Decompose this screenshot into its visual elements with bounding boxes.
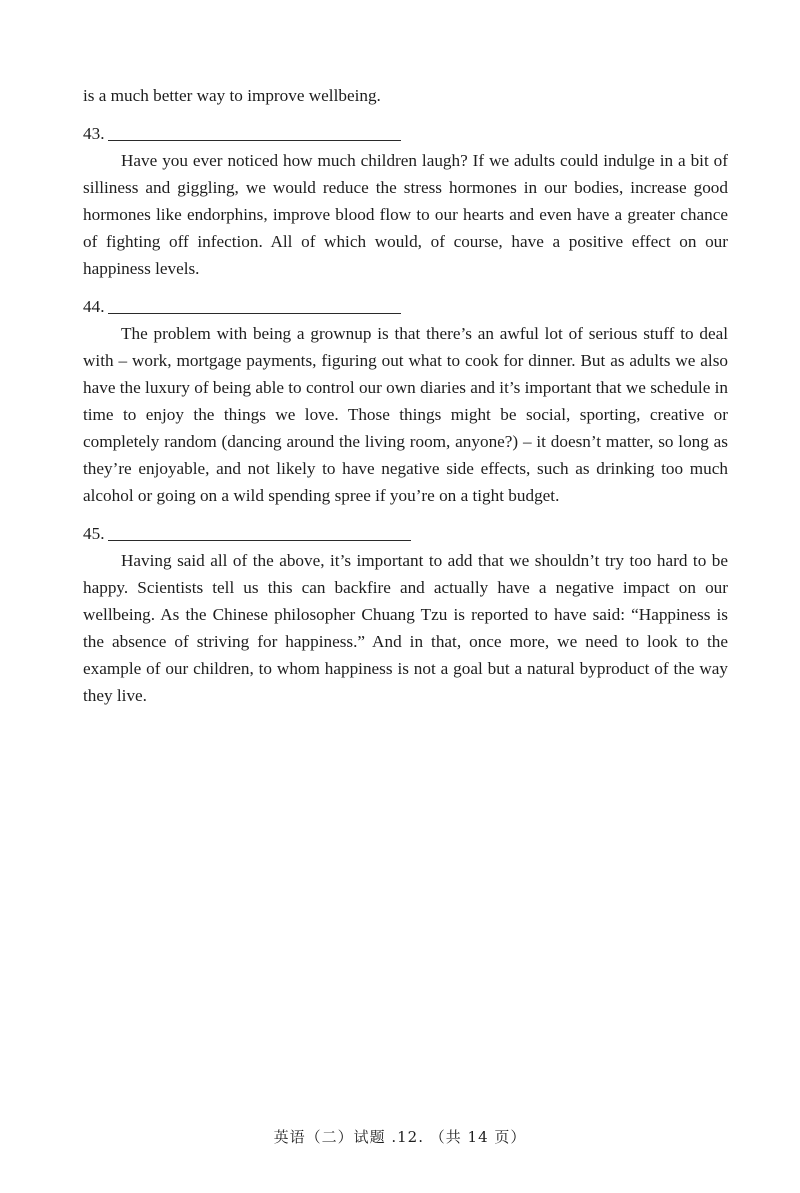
question-45-number: 45. bbox=[83, 524, 105, 543]
question-45-paragraph: Having said all of the above, it’s important to add that we shouldn’t try too hard to be happy. Scientists tell us this can backfire and actually have a negative impact on our wellbeing. As the Chinese philosopher Chuang Tzu is reported to have said: “Happiness is the absence of striving for happiness.” And in that, once more, we need to look to the example of our children, to whom happiness is not a goal but a natural byproduct of the way they live. bbox=[83, 551, 728, 705]
question-43-answer-blank[interactable] bbox=[108, 140, 401, 141]
page-footer: 英语（二）试题 .12. （共 14 页） bbox=[273, 1128, 527, 1146]
question-44-heading bbox=[83, 293, 728, 320]
question-45-heading bbox=[83, 520, 728, 547]
question-45-answer-blank[interactable] bbox=[108, 540, 411, 541]
opening-line: is a much better way to improve wellbeing. bbox=[83, 86, 381, 105]
question-43-paragraph: Have you ever noticed how much children laugh? If we adults could indulge in a bit of silliness and giggling, we would reduce the stress hormones in our bodies, increase good hormones like endorphins, improve blood flow to our hearts and even have a greater chance of fighting off infection. All of which would, of course, have a positive effect on our happiness levels. bbox=[83, 151, 728, 278]
question-43-number: 43. bbox=[83, 124, 105, 143]
passage-content bbox=[83, 82, 728, 709]
question-44-number: 44. bbox=[83, 297, 105, 316]
question-44-answer-blank[interactable] bbox=[108, 313, 401, 314]
question-44-paragraph: The problem with being a grownup is that there’s an awful lot of serious stuff to deal with – work, mortgage payments, figuring out what to cook for dinner. But as adults we also have the luxury of being able to control our own diaries and it’s important that we schedule in time to enjoy the things we love. Those things might be social, sporting, creative or completely random (dancing around the living room, anyone?) – it doesn’t matter, so long as they’re enjoyable, and not likely to have negative side effects, such as drinking too much alcohol or going on a wild spending spree if you’re on a tight budget. bbox=[83, 324, 728, 505]
question-43-heading bbox=[83, 120, 728, 147]
